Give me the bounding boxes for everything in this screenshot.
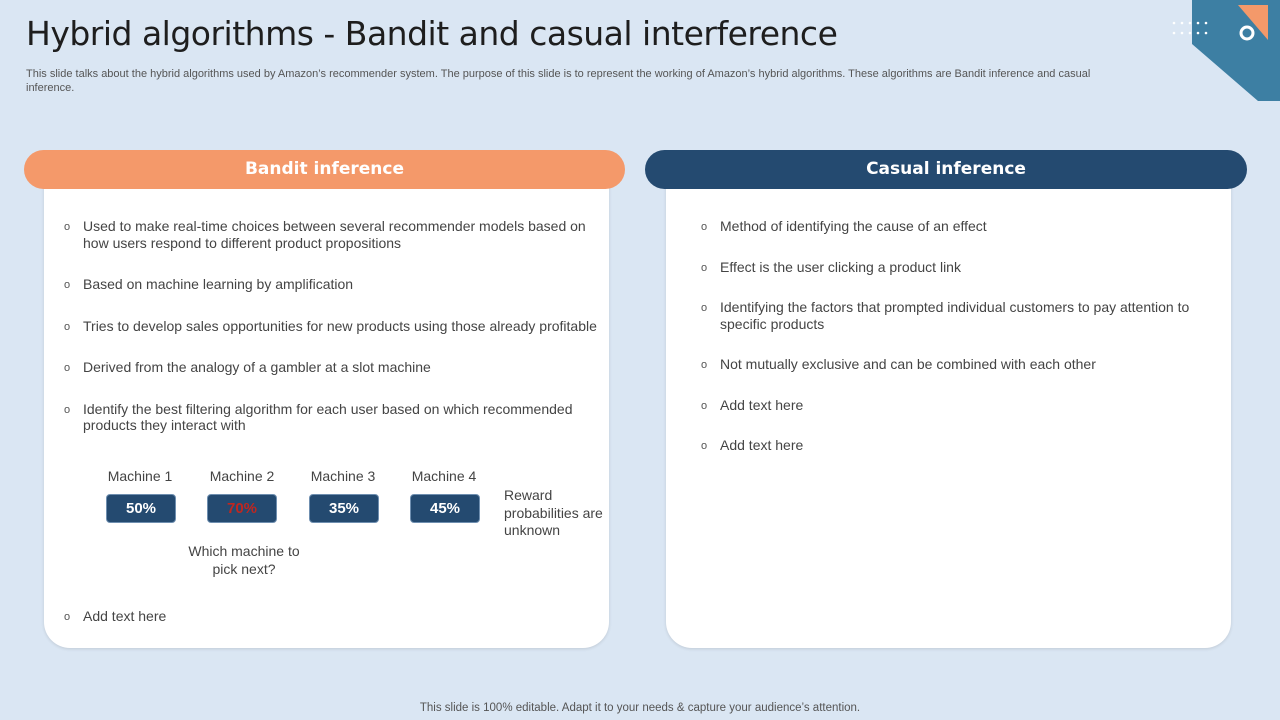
bullet-text: Add text here (720, 437, 804, 453)
machine-2-label: Machine 2 (209, 468, 275, 484)
list-item (681, 437, 1201, 454)
bullet-text: Add text here (83, 608, 167, 624)
machine-2-probability: 70% (207, 494, 277, 523)
bullet-circle-icon: o (64, 221, 71, 233)
bullet-text: Method of identifying the cause of an effect (720, 218, 987, 234)
slide-subtitle: This slide talks about the hybrid algorithms used by Amazon’s recommender system. The purpose of this slide is to represent the working of Amazon’s hybrid algorithms. These algorithms are Bandit inference and casual inference. (26, 68, 1091, 94)
bullet-text: Derived from the analogy of a gambler at a slot machine (83, 359, 431, 375)
list-item (681, 259, 1201, 276)
bullet-circle-icon: o (701, 261, 708, 274)
list-item (44, 608, 614, 625)
bullet-circle-icon: o (64, 320, 71, 333)
bandit-inference-heading: Bandit inference (24, 150, 625, 189)
list-item (44, 276, 614, 293)
machine-3-label: Machine 3 (310, 468, 376, 484)
slide-title: Hybrid algorithms - Bandit and casual interference (26, 14, 838, 53)
bullet-circle-icon: o (701, 302, 708, 314)
bullet-circle-icon: o (701, 359, 708, 371)
bullet-circle-icon: o (701, 399, 708, 412)
bullet-text: Add text here (720, 396, 804, 413)
list-item (44, 318, 614, 335)
dots-decoration (1172, 20, 1212, 38)
footer-note: This slide is 100% editable. Adapt it to your needs & capture your audience’s attention. (419, 702, 861, 714)
bullet-circle-icon: o (64, 362, 71, 374)
machine-4-probability: 45% (410, 494, 480, 523)
list-item (44, 401, 614, 434)
bullet-text: Used to make real-time choices between several recommender models based on how users respond to different product propositions (83, 218, 586, 251)
bandit-last-bullet (44, 608, 614, 625)
machine-1-label: Machine 1 (107, 468, 173, 484)
casual-bullet-list (681, 218, 1201, 454)
list-item (681, 299, 1201, 332)
bullet-text: Effect is the user clicking a product link (720, 258, 961, 275)
bullet-circle-icon: o (64, 279, 71, 291)
corner-decoration (1180, 0, 1280, 101)
list-item (681, 356, 1201, 373)
list-item (44, 359, 614, 376)
list-item (681, 397, 1201, 414)
casual-inference-heading: Casual inference (645, 150, 1247, 189)
bandit-bullet-list (44, 218, 614, 434)
bullet-circle-icon: o (701, 221, 708, 233)
machine-1-probability: 50% (106, 494, 176, 523)
bullet-text: Not mutually exclusive and can be combined with each other (720, 356, 1096, 372)
bullet-circle-icon: o (701, 440, 708, 452)
reward-note: Reward probabilities are unknown (504, 487, 603, 538)
bullet-text: Based on machine learning by amplification (83, 276, 354, 292)
bullet-text: Identifying the factors that prompted individual customers to pay attention to specific products (720, 299, 1190, 332)
bullet-circle-icon: o (64, 611, 71, 623)
bullet-text: Identify the best filtering algorithm for each user based on which recommended products they interact with (83, 400, 573, 433)
which-machine-question: Which machine to pick next? (188, 543, 300, 577)
bullet-circle-icon: o (64, 403, 71, 416)
machine-4-label: Machine 4 (411, 468, 477, 484)
machine-3-probability: 35% (309, 494, 379, 523)
bullet-text: Tries to develop sales opportunities for new products using those already profitable (83, 317, 597, 334)
list-item (681, 218, 1201, 235)
list-item (44, 218, 614, 251)
